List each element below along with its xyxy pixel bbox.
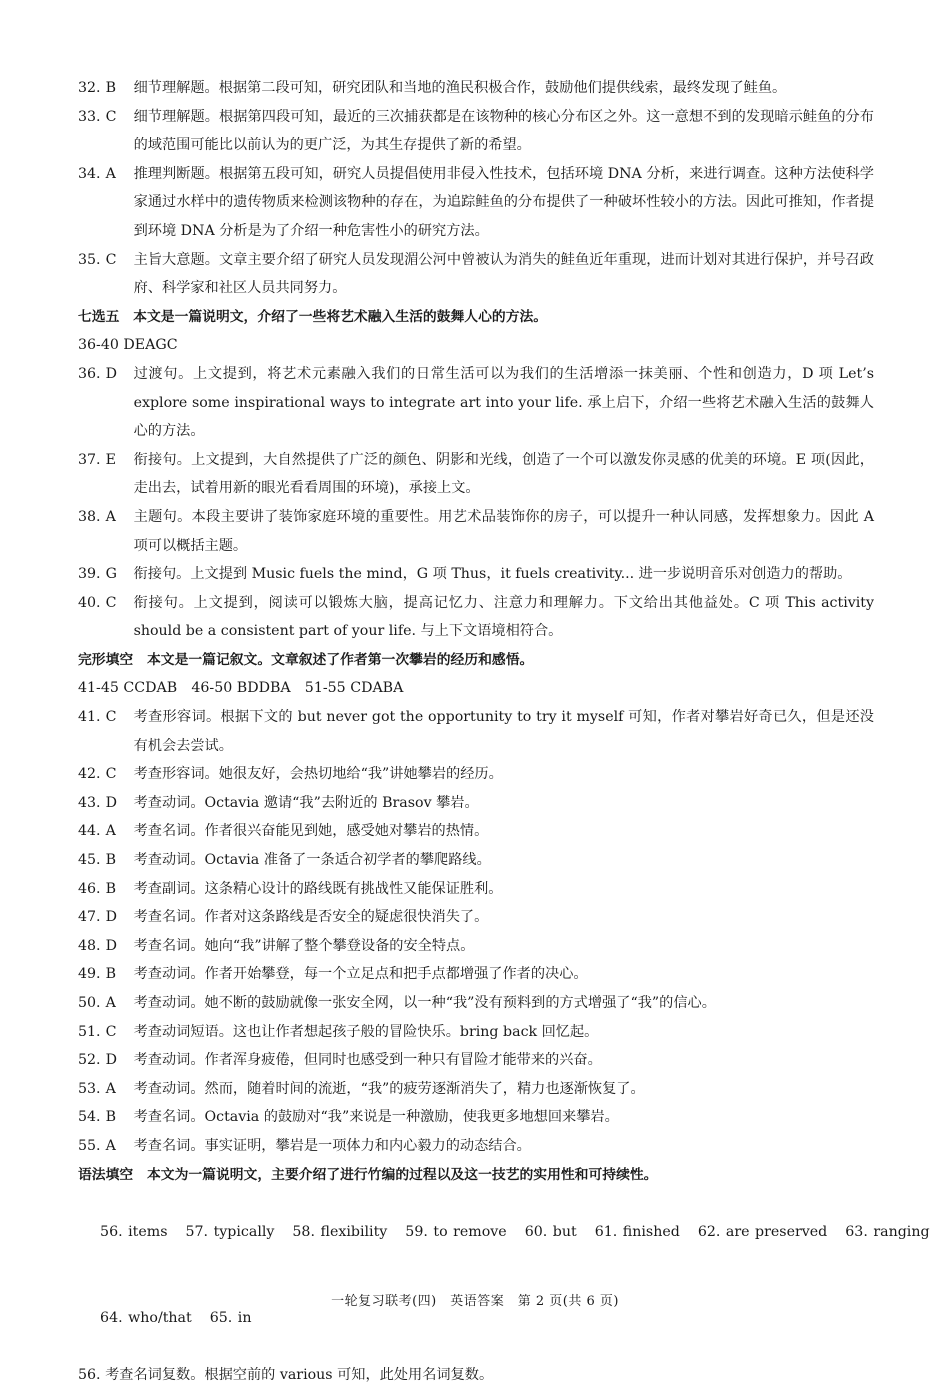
page-footer: 一轮复习联考(四) 英语答案 第 2 页(共 6 页) [331,1294,619,1309]
explanation-text: 考查动词短语。这也让作者想起孩子般的冒险快乐。bring back 回忆起。 [133,1023,599,1040]
answer-letter: B [105,852,117,869]
question-number: 51. [78,1023,101,1040]
question-number: 55. [78,1137,101,1154]
answers-41-55: 41-45 CCDAB 46-50 BDDBA 51-55 CDABA [78,680,404,697]
answer-letter: B [105,880,117,897]
explanation-text: 衔接句。上文提到，大自然提供了广泛的颜色、阴影和光线，创造了一个可以激发你灵感的优美的环境。E 项(因此，走出去，试着用新的眼光看看周围的环境)，承接上文。 [133,451,874,497]
explanation-text: 考查动词。然而，随着时间的流逝，“我”的疲劳逐渐消失了，精力也逐渐恢复了。 [133,1080,645,1097]
explanation-text: 考查动词。作者浑身疲倦，但同时也感受到一种只有冒险才能带来的兴奋。 [133,1052,602,1069]
grammar-answer-60: 60. but [524,1223,577,1240]
answer-item-45 [78,846,874,875]
question-number: 43. [78,794,101,811]
answer-letter: G [105,566,117,583]
question-number: 35. [78,251,101,268]
answer-letter: B [105,1109,117,1126]
answer-letter: C [105,766,117,783]
question-number: 42. [78,766,101,783]
explanation-text: 考查副词。这条精心设计的路线既有挑战性又能保证胜利。 [133,880,503,897]
answer-item-52 [78,1046,874,1075]
question-number: 37. [78,451,101,468]
answer-item-55 [78,1132,874,1161]
answer-page [78,74,930,1389]
answer-item-38 [78,503,874,560]
answer-letter: D [105,1052,117,1069]
answer-item-49 [78,960,874,989]
answer-letter: D [105,909,117,926]
answer-item-33 [78,103,874,160]
explanation-text: 细节理解题。根据第二段可知，研究团队和当地的渔民积极合作，鼓励他们提供线索，最终发现了鲑鱼。 [133,80,787,96]
explanation-text: 考查名词。事实证明，攀岩是一项体力和内心毅力的动态结合。 [133,1137,531,1154]
answer-letter: E [105,451,116,468]
answer-letter: C [105,1023,117,1040]
question-number: 36. [78,365,101,382]
answer-item-48 [78,932,874,961]
explanation-text: 考查名词。作者对这条路线是否安全的疑虑很快消失了。 [133,909,489,926]
answer-item-53 [78,1075,874,1104]
grammar-answers-line-1 [78,1189,930,1275]
explanation-text: 考查名词。她向“我”讲解了整个攀登设备的安全特点。 [133,937,475,954]
answer-letter: C [105,108,117,125]
answer-item-41 [78,703,874,760]
explanation-text: 考查动词。Octavia 准备了一条适合初学者的攀爬路线。 [133,852,491,869]
question-number: 32. [78,80,101,96]
question-number: 45. [78,852,101,869]
answer-item-50 [78,989,874,1018]
section-heading-qixuanwu: 七选五 本文是一篇说明文，介绍了一些将艺术融入生活的鼓舞人心的方法。 [78,308,548,325]
answer-letter: B [105,80,117,96]
answer-item-46 [78,875,874,904]
grammar-answer-65: 65. in [209,1309,252,1326]
answer-item-44 [78,817,874,846]
explanation-text: 考查动词。作者开始攀登，每一个立足点和把手点都增强了作者的决心。 [133,966,588,983]
answer-item-42 [78,760,874,789]
explanation-text: 考查动词。她不断的鼓励就像一张安全网，以一种“我”没有预料到的方式增强了“我”的信心。 [133,995,716,1011]
answer-item-36 [78,360,874,446]
explanation-text: 过渡句。上文提到，将艺术元素融入我们的日常生活可以为我们的生活增添一抹美丽、个性和创造力，D 项 Let’s explore some inspirational ways to integrate art into your life. 承上启下，介绍一些将艺术融入生活的鼓舞人心的方法。 [133,365,874,440]
question-number: 53. [78,1080,101,1097]
answer-letter: A [105,995,116,1011]
answer-item-39 [78,560,874,589]
answer-item-43 [78,789,874,818]
explanation-text: 细节理解题。根据第四段可知，最近的三次捕获都是在该物种的核心分布区之外。这一意想不到的发现暗示鲑鱼的分布的域范围可能比以前认为的更广泛，为其生存提供了新的希望。 [133,108,874,154]
question-number: 38. [78,508,101,525]
answer-letter: A [105,1080,116,1097]
question-number: 48. [78,937,101,954]
grammar-explanation-56: 56. 考查名词复数。根据空前的 various 可知，此处用名词复数。 [78,1366,494,1383]
grammar-answer-61: 61. finished [594,1223,680,1240]
qixuanwu-answers-36-40 [78,360,874,646]
grammar-answer-62: 62. are preserved [697,1223,828,1240]
question-number: 54. [78,1109,101,1126]
answer-letter: D [105,365,117,382]
question-number: 50. [78,995,101,1011]
explanation-text: 推理判断题。根据第五段可知，研究人员提倡使用非侵入性技术，包括环境 DNA 分析，来进行调查。这种方法使科学家通过水样中的遗传物质来检测该物种的存在，为追踪鲑鱼的分布提供了一种破坏性较小的方法。因此可推知，作者提到环境 DNA 分析是为了介绍一种危害性小的研究方法。 [133,165,874,239]
reading-answers-32-35 [78,74,874,303]
answer-item-40 [78,589,874,646]
explanation-text: 考查形容词。根据下文的 but never got the opportunity to try it myself 可知，作者对攀岩好奇已久，但是还没有机会去尝试。 [133,709,874,754]
answer-item-54 [78,1103,874,1132]
question-number: 47. [78,909,101,926]
explanation-text: 衔接句。上文提到，阅读可以锻炼大脑，提高记忆力、注意力和理解力。下文给出其他益处。C 项 This activity should be a consistent part of your life. 与上下文语境相符合。 [133,594,875,640]
answer-letter: A [105,823,116,840]
answers-36-40: 36-40 DEAGC [78,337,178,354]
explanation-text: 主题句。本段主要讲了装饰家庭环境的重要性。用艺术品装饰你的房子，可以提升一种认同感，发挥想象力。因此 A 项可以概括主题。 [133,508,874,554]
answer-letter: D [105,794,117,811]
grammar-answer-58: 58. flexibility [292,1223,388,1240]
answer-item-34 [78,160,874,246]
grammar-answer-57: 57. typically [185,1223,275,1240]
question-number: 49. [78,966,101,983]
question-number: 52. [78,1052,101,1069]
explanation-text: 考查名词。作者很兴奋能见到她，感受她对攀岩的热情。 [133,823,489,840]
explanation-text: 考查动词。Octavia 邀请“我”去附近的 Brasov 攀岩。 [133,794,479,811]
answer-letter: C [105,251,117,268]
grammar-answer-64: 64. who/that [100,1309,192,1326]
explanation-text: 考查名词。Octavia 的鼓励对“我”来说是一种激励，使我更多地想回来攀岩。 [133,1109,619,1126]
question-number: 33. [78,108,101,125]
question-number: 44. [78,823,101,840]
section-heading-yufa: 语法填空 本文为一篇说明文，主要介绍了进行竹编的过程以及这一技艺的实用性和可持续性。 [78,1166,658,1183]
question-number: 39. [78,566,101,583]
grammar-answer-59: 59. to remove [405,1223,507,1240]
answer-letter: C [105,709,117,726]
question-number: 46. [78,880,101,897]
question-number: 41. [78,709,101,726]
answer-item-35 [78,246,874,303]
answer-letter: C [105,594,117,611]
answer-item-47 [78,903,874,932]
answer-letter: D [105,937,117,954]
grammar-answers-line-2 [78,1275,874,1361]
grammar-answer-56: 56. items [100,1223,168,1240]
question-number: 34. [78,165,101,182]
answer-item-37 [78,446,874,503]
cloze-answers-41-55 [78,703,874,1161]
answer-letter: B [105,966,117,983]
question-number: 40. [78,594,101,611]
explanation-text: 衔接句。上文提到 Music fuels the mind，G 项 Thus，it fuels creativity... 进一步说明音乐对创造力的帮助。 [133,566,852,583]
explanation-text: 主旨大意题。文章主要介绍了研究人员发现湄公河中曾被认为消失的鲑鱼近年重现，进而计划对其进行保护，并号召政府、科学家和社区人员共同努力。 [133,251,874,297]
answer-item-51 [78,1018,874,1047]
section-heading-wanxing: 完形填空 本文是一篇记叙文。文章叙述了作者第一次攀岩的经历和感悟。 [78,651,534,668]
answer-letter: A [105,1137,116,1154]
explanation-text: 考查形容词。她很友好，会热切地给“我”讲她攀岩的经历。 [133,766,503,783]
grammar-answer-63: 63. ranging [845,1223,930,1240]
answer-letter: A [105,508,116,525]
answer-letter: A [105,165,116,182]
answer-item-32 [78,74,874,103]
